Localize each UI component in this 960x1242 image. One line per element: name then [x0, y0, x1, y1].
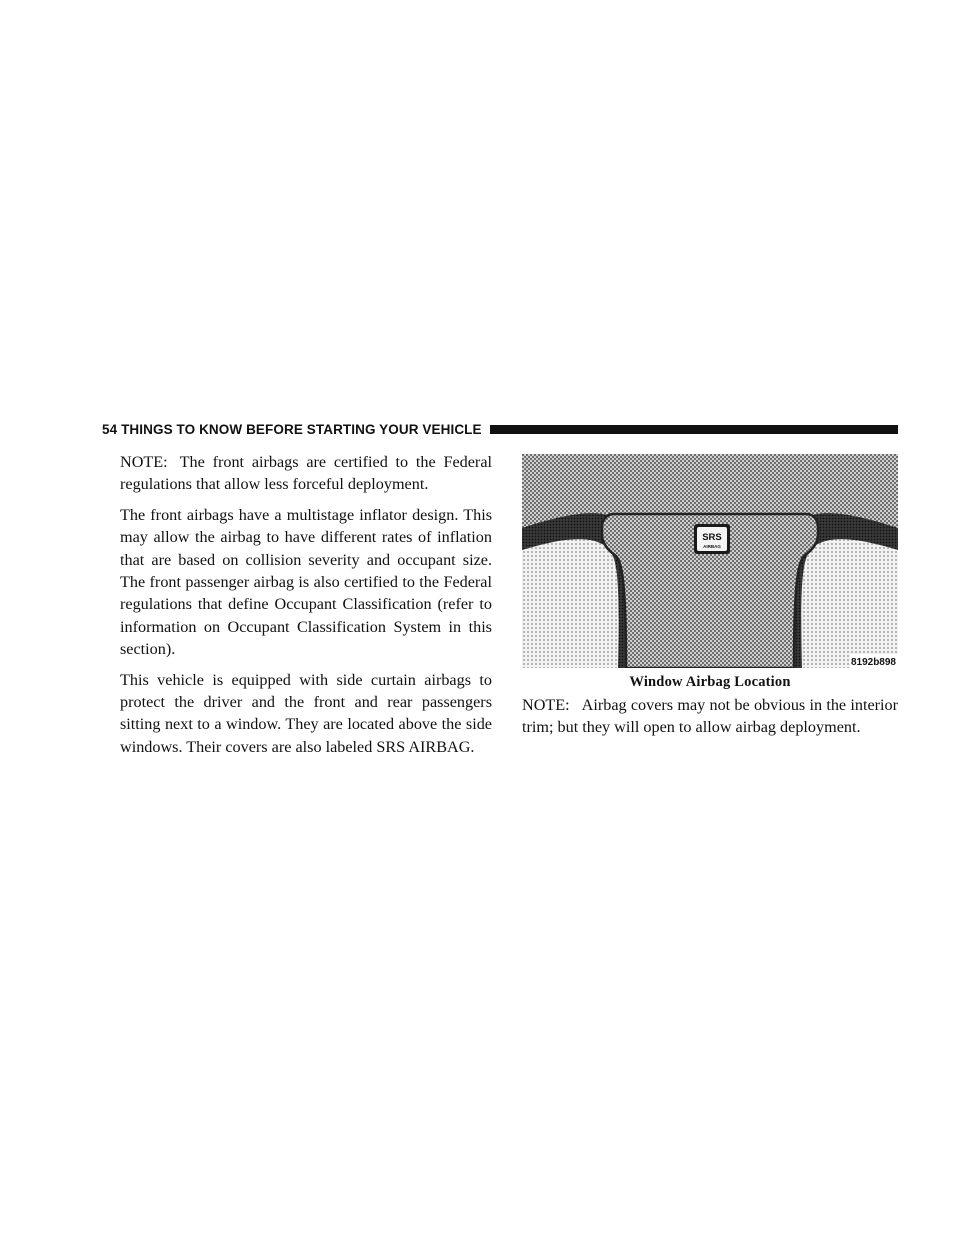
header-rule [490, 425, 898, 434]
srs-airbag-badge [694, 524, 730, 554]
left-column [120, 451, 492, 766]
page-header-title: 54 THINGS TO KNOW BEFORE STARTING YOUR VEHICLE [102, 421, 482, 437]
airbag-location-illustration [522, 454, 898, 668]
page-header [102, 418, 898, 440]
note-label: NOTE: [120, 453, 168, 471]
right-window-area [794, 537, 898, 668]
badge-airbag-label: AIRBAG [703, 544, 721, 549]
note-text: The front airbags are certified to the Federal regulations that allow less forceful deployment. [120, 453, 492, 494]
paragraph-side-curtain: This vehicle is equipped with side curtain airbags to protect the driver and the front and rear passengers sitting next to a window. They are located above the side windows. Their covers are also labeled SRS AIRBAG. [120, 670, 492, 756]
paragraph-inflator: The front airbags have a multistage inflator design. This may allow the airbag to have different rates of inflation that are based on collision severity and occupant size. The front passenger airbag is also certified to the Federal regulations that define Occupant Classification (refer to information on Occupant Classification System in this section). [120, 505, 492, 659]
figure-code: 8192b898 [850, 657, 896, 668]
badge-srs-label: SRS [702, 532, 722, 543]
figure-caption: Window Airbag Location [629, 674, 791, 690]
note-paragraph-1 [120, 451, 492, 496]
note-text: Airbag covers may not be obvious in the interior trim; but they will open to allow airbag deployment. [522, 696, 898, 737]
left-window-area [522, 537, 626, 668]
note-paragraph-2 [522, 694, 898, 739]
note-label: NOTE: [522, 696, 570, 714]
right-column [522, 694, 898, 739]
